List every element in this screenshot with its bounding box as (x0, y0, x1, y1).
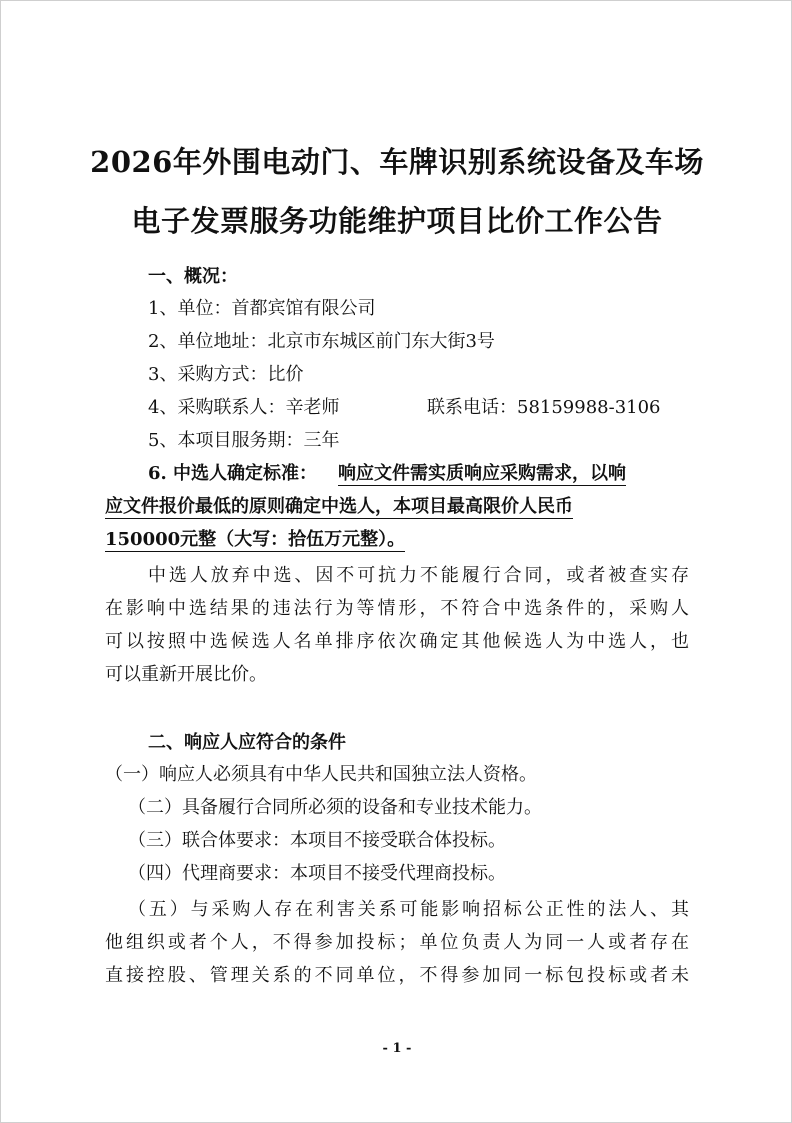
condition-item-3: （三）联合体要求：本项目不接受联合体投标。 (128, 830, 506, 851)
condition-item-5-line-3: 直接控股、管理关系的不同单位，不得参加同一标包投标或者未 (105, 965, 689, 986)
section-1-heading: 一、概况： (148, 266, 238, 287)
condition-item-1: （一）响应人必须具有中华人民共和国独立法人资格。 (105, 764, 537, 785)
paragraph-line-1: 中选人放弃中选、因不可抗力不能履行合同，或者被查实存 (148, 565, 689, 586)
criteria-label: 6. 中选人确定标准： (148, 463, 318, 484)
condition-item-2: （二）具备履行合同所必须的设备和专业技术能力。 (128, 797, 542, 818)
criteria-line-2: 应文件报价最低的原则确定中选人，本项目最高限价人民币 (105, 496, 573, 517)
overview-item-address: 2、单位地址：北京市东城区前门东大街3号 (148, 331, 495, 352)
paragraph-line-2: 在影响中选结果的违法行为等情形，不符合中选条件的，采购人 (105, 598, 689, 619)
overview-item-unit: 1、单位：首都宾馆有限公司 (148, 298, 376, 319)
paragraph-line-4: 可以重新开展比价。 (105, 664, 267, 685)
overview-item-service-period: 5、本项目服务期：三年 (148, 430, 340, 451)
criteria-line-1: 响应文件需实质响应采购需求，以响 (338, 463, 626, 484)
section-2-heading: 二、响应人应符合的条件 (148, 732, 346, 753)
overview-contact-phone: 联系电话：58159988-3106 (427, 397, 661, 418)
page-number: - 1 - (382, 1041, 412, 1056)
overview-item-method: 3、采购方式：比价 (148, 364, 304, 385)
condition-item-5-line-1: （五）与采购人存在利害关系可能影响招标公正性的法人、其 (128, 899, 689, 920)
criteria-line-3: 150000元整（大写：拾伍万元整）。 (105, 529, 406, 550)
condition-item-5-line-2: 他组织或者个人，不得参加投标；单位负责人为同一人或者存在 (105, 932, 689, 953)
paragraph-line-3: 可以按照中选候选人名单排序依次确定其他候选人为中选人，也 (105, 631, 689, 652)
overview-item-contact: 4、采购联系人：辛老师 (148, 397, 340, 418)
document-title-line-2: 电子发票服务功能维护项目比价工作公告 (131, 204, 663, 238)
condition-item-4: （四）代理商要求：本项目不接受代理商投标。 (128, 863, 506, 884)
document-title-line-1: 2026年外围电动门、车牌识别系统设备及车场 (90, 145, 704, 179)
